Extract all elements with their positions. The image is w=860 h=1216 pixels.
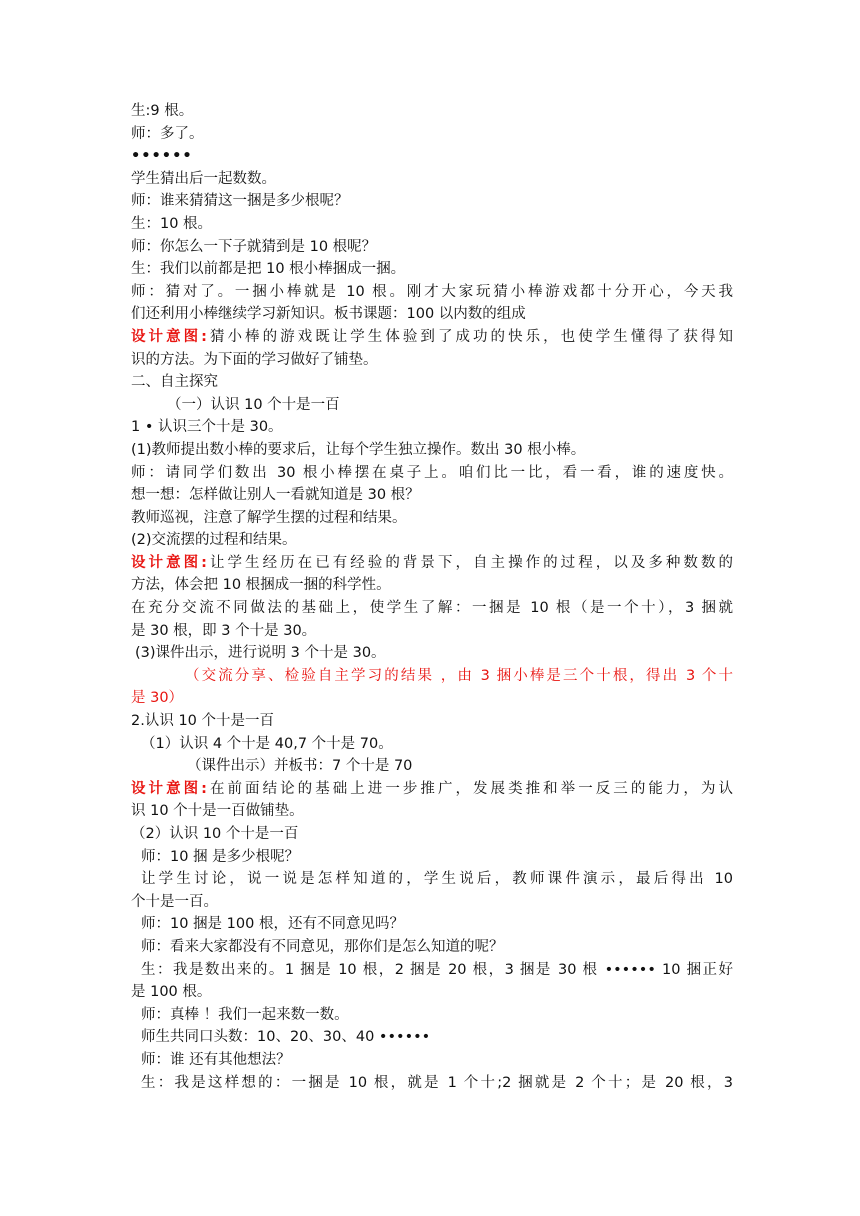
text-line: 师：请同学们数出 30 根小棒摆在桌子上。咱们比一比，看一看，谁的速度快。 bbox=[131, 464, 733, 481]
text-line: 生：10 根。 bbox=[131, 215, 213, 232]
text-line: 生：我们以前都是把 10 根小棒捆成一捆。 bbox=[131, 261, 406, 278]
text-line: （2）认识 10 个十是一百 bbox=[131, 826, 299, 842]
design-intent-text: 让学生经历在已有经验的背景下，自主操作的过程，以及多种数数的 bbox=[206, 554, 733, 571]
text-line: 们还利用小棒继续学习新知识。板书课题：100 以内数的组成 bbox=[131, 306, 526, 323]
text-line: 2.认识 10 个十是一百 bbox=[131, 713, 275, 730]
design-intent-label: 设计意图: bbox=[131, 554, 207, 571]
design-intent-label: 设计意图: bbox=[131, 328, 207, 345]
text-line: （课件出示）并板书：7 个十是 70 bbox=[187, 758, 413, 775]
subsection-heading: （一）认识 10 个十是一百 bbox=[167, 396, 340, 413]
text-line: 师：谁 还有其他想法？ bbox=[141, 1051, 291, 1068]
text-line: 个十是一百。 bbox=[131, 893, 218, 910]
text-line: 识 10 个十是一百做铺垫。 bbox=[131, 803, 304, 820]
text-line: 想一想：怎样做让别人一看就知道是 30 根？ bbox=[131, 487, 420, 504]
text-line: （1）认识 4 个十是 40,7 个十是 70。 bbox=[141, 735, 393, 752]
text-line: 在充分交流不同做法的基础上，使学生了解：一捆是 10 根（是一个十），3 捆就 bbox=[131, 600, 733, 617]
section-heading: 二、自主探究 bbox=[131, 374, 218, 391]
text-line: 是 100 根。 bbox=[131, 984, 212, 1001]
text-line: 师：10 捆 是多少根呢？ bbox=[141, 848, 300, 865]
design-intent-line bbox=[131, 326, 733, 349]
text-line: 是 30 根，即 3 个十是 30。 bbox=[131, 622, 317, 639]
ellipsis-line: •••••• bbox=[131, 148, 193, 165]
text-line: 方法，体会把 10 根捆成一捆的科学性。 bbox=[131, 577, 391, 594]
text-line: 师：10 捆是 100 根，还有不同意见吗？ bbox=[141, 916, 404, 933]
text-line: 师：真棒 ！我们一起来数一数。 bbox=[141, 1006, 349, 1023]
text-line: (3)课件出示，进行说明 3 个十是 30。 bbox=[135, 645, 386, 662]
red-note-line: （交流分享、检验自主学习的结果 ，由 3 捆小棒是三个十根，得出 3 个十 bbox=[185, 667, 733, 684]
text-line: 教师巡视，注意了解学生摆的过程和结果。 bbox=[131, 509, 407, 526]
text-line: 生：我是数出来的。1 捆是 10 根，2 捆是 20 根，3 捆是 30 根 •••••• 10 捆正好 bbox=[141, 961, 733, 978]
text-line: 师：猜对了。一捆小棒就是 10 根。刚才大家玩猜小棒游戏都十分开心，今天我 bbox=[131, 283, 733, 300]
document-page bbox=[131, 100, 733, 1094]
text-line: 师：多了。 bbox=[131, 125, 204, 142]
text-line: 识的方法。为下面的学习做好了铺垫。 bbox=[131, 351, 378, 368]
design-intent-text: 猜小棒的游戏既让学生体验到了成功的快乐，也使学生懂得了获得知 bbox=[206, 328, 733, 345]
text-line: (2)交流摆的过程和结果。 bbox=[131, 532, 297, 549]
text-line: 学生猜出后一起数数。 bbox=[131, 170, 276, 187]
design-intent-label: 设计意图: bbox=[131, 780, 207, 797]
text-line: 生:9 根。 bbox=[131, 103, 194, 119]
design-intent-text: 在前面结论的基础上进一步推广，发展类推和举一反三的能力，为认 bbox=[206, 780, 733, 797]
red-note-line: 是 30） bbox=[131, 690, 184, 707]
text-line: 师生共同口头数：10、20、30、40 •••••• bbox=[141, 1029, 431, 1046]
text-line: 师：谁来猜猜这一捆是多少根呢？ bbox=[131, 193, 349, 210]
text-line: 1 • 认识三个十是 30。 bbox=[131, 419, 283, 436]
design-intent-line bbox=[131, 552, 733, 575]
text-line: 师：你怎么一下子就猜到是 10 根呢？ bbox=[131, 238, 377, 255]
text-line: 师：看来大家都没有不同意见，那你们是怎么知道的呢？ bbox=[141, 938, 504, 955]
text-line: 让学生讨论，说一说是怎样知道的，学生说后，教师课件演示，最后得出 10 bbox=[141, 871, 733, 888]
design-intent-line bbox=[131, 778, 733, 801]
text-line: (1)教师提出数小棒的要求后，让每个学生独立操作。数出 30 根小棒。 bbox=[131, 441, 586, 458]
text-line: 生：我是这样想的：一捆是 10 根，就是 1 个十;2 捆就是 2 个十；是 20 根，3 bbox=[141, 1074, 733, 1091]
